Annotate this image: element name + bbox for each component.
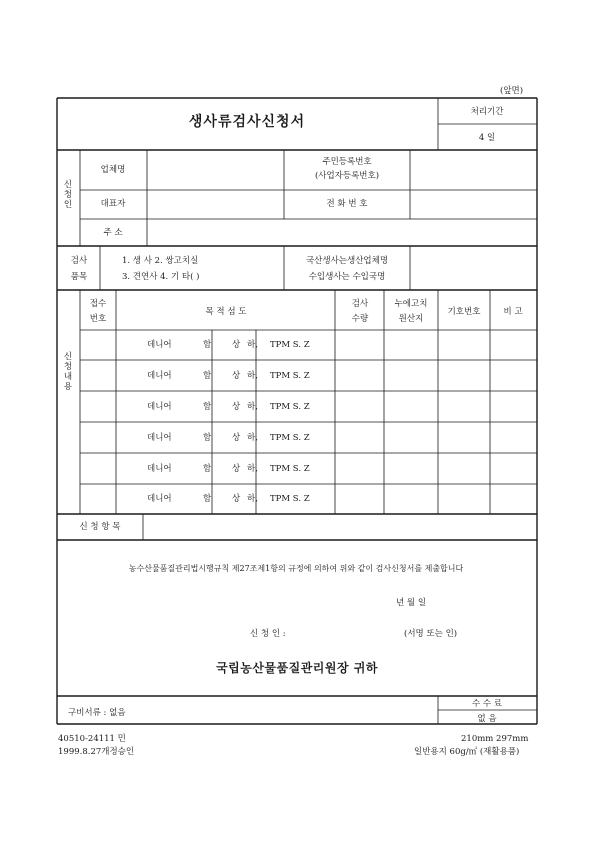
row-sang: 상 <box>232 464 241 474</box>
producer-importer-field[interactable] <box>411 247 536 289</box>
inspection-item-label-2: 품목 <box>70 272 88 282</box>
row-ham: 함 <box>203 402 212 412</box>
request-items-field[interactable] <box>144 515 536 539</box>
inspection-options-2[interactable]: 3. 견연사 4. 기 타( ) <box>122 272 200 282</box>
registration-no-field[interactable] <box>411 151 536 189</box>
row-tpm: TPM S. Z <box>270 494 310 504</box>
applicant-section-label: 신청인 <box>63 180 73 210</box>
row-tpm: TPM S. Z <box>270 340 310 350</box>
cocoon-origin-header-2: 원산지 <box>398 314 424 324</box>
form-number: 40510-24111 민 <box>58 734 126 744</box>
inspection-options-1[interactable]: 1. 생 사 2. 쌍고치실 <box>122 256 199 266</box>
business-registration-no-label: (사업자등록번호) <box>314 171 380 181</box>
row-denier: 데니어 <box>147 340 172 350</box>
processing-period-value: 4 일 <box>478 133 496 143</box>
quantity-header-2: 수량 <box>351 314 369 324</box>
row-ham: 함 <box>203 433 212 443</box>
signature-note: (서명 또는 인) <box>404 629 458 639</box>
row-sang: 상 <box>232 340 241 350</box>
symbol-no-header: 기호번호 <box>447 307 481 317</box>
details-section-label: 신청내용 <box>63 352 73 392</box>
declaration-text: 농수산물품질관리법시행규칙 제27조제1항의 규정에 의하여 위와 같이 검사신청서를 제출합니다 <box>128 564 464 573</box>
cocoon-origin-header-1: 누에고치 <box>394 299 428 309</box>
company-name-field[interactable] <box>148 151 283 189</box>
attachments-label: 구비서류 : 없음 <box>68 708 126 718</box>
row-sang: 상 <box>232 371 241 381</box>
row-tpm: TPM S. Z <box>270 402 310 412</box>
row-ham: 함 <box>203 464 212 474</box>
request-items-label: 신 청 항 목 <box>79 522 121 532</box>
row-sang: 상 <box>232 433 241 443</box>
phone-field[interactable] <box>411 191 536 218</box>
paper-type: 일반용지 60g/㎡ (재활용품) <box>414 747 520 757</box>
phone-label: 전 화 번 호 <box>326 199 368 209</box>
row-denier: 데니어 <box>147 464 172 474</box>
page-side-label: (앞면) <box>500 86 524 96</box>
row-sang: 상 <box>232 402 241 412</box>
registration-no-label: 주민등록번호 <box>322 157 372 167</box>
row-ha: 하, <box>247 464 258 474</box>
row-tpm: TPM S. Z <box>270 433 310 443</box>
fee-value: 없 음 <box>477 714 497 724</box>
company-name-label: 업체명 <box>100 165 126 175</box>
representative-field[interactable] <box>148 191 283 218</box>
receipt-no-header-1: 접수 <box>89 299 107 309</box>
approval-date: 1999.8.27개정승인 <box>58 747 135 757</box>
row-denier: 데니어 <box>147 402 172 412</box>
paper-size: 210mm 297mm <box>461 734 529 744</box>
remarks-header: 비 고 <box>503 307 523 317</box>
inspection-item-label-1: 검사 <box>70 256 88 266</box>
row-ham: 함 <box>203 371 212 381</box>
representative-label: 대표자 <box>100 199 126 209</box>
receipt-no-header-2: 번호 <box>89 314 107 324</box>
quantity-header-1: 검사 <box>351 299 369 309</box>
row-ha: 하, <box>247 371 258 381</box>
row-ha: 하, <box>247 402 258 412</box>
signature-field[interactable] <box>318 626 398 640</box>
row-ha: 하, <box>247 494 258 504</box>
fee-label: 수 수 료 <box>471 699 503 709</box>
producer-label: 국산생사는생산업체명 <box>305 256 389 266</box>
row-denier: 데니어 <box>147 433 172 443</box>
addressee: 국립농산물품질관리원장 귀하 <box>216 661 378 675</box>
row-ha: 하, <box>247 433 258 443</box>
date-line[interactable]: 년 월 일 <box>396 598 427 608</box>
processing-period-label: 처리기간 <box>470 107 504 117</box>
row-sang: 상 <box>232 494 241 504</box>
purpose-header: 목 적 섬 도 <box>205 307 247 317</box>
importer-label: 수입생사는 수입국명 <box>308 272 386 282</box>
row-ham: 함 <box>203 340 212 350</box>
address-field[interactable] <box>148 220 536 245</box>
row-denier: 데니어 <box>147 494 172 504</box>
row-denier: 데니어 <box>147 371 172 381</box>
row-tpm: TPM S. Z <box>270 464 310 474</box>
address-label: 주 소 <box>103 228 123 238</box>
row-ham: 함 <box>203 494 212 504</box>
signature-label: 신 청 인 : <box>250 629 286 639</box>
form-title: 생사류검사신청서 <box>188 114 306 130</box>
row-ha: 하, <box>247 340 258 350</box>
row-tpm: TPM S. Z <box>270 371 310 381</box>
